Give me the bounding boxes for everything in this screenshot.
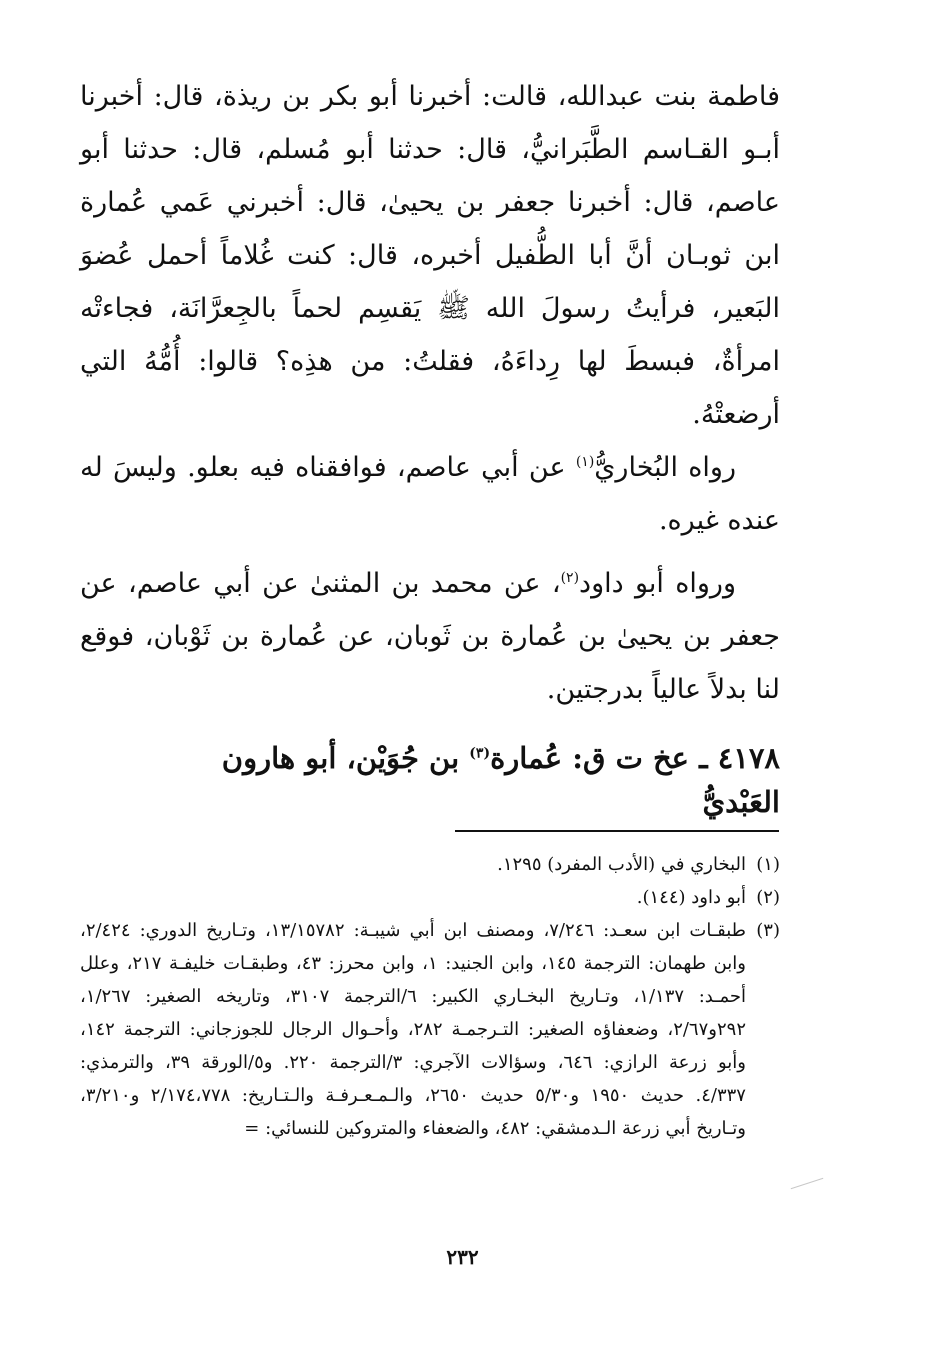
footnote-number: (٢): [756, 887, 780, 908]
entry-heading-start: ٤١٧٨ ـ عخ ت ق: عُمارة: [490, 741, 780, 775]
main-text-block: [80, 70, 780, 716]
paragraph-abu-dawud-end: ، عن محمد بن المثنىٰ عن أبي عاصم، عن جعفر بن يحيىٰ بن عُمارة بن ثَوبان، عن عُمارة بن ثَوْبان، فوقع لنا بدلاً عالياً بدرجتين.: [80, 568, 780, 705]
footnote-number: (٣): [756, 920, 780, 941]
footnote-text: البخاري في (الأدب المفرد) ١٢٩٥.: [497, 854, 746, 875]
footnote-text: طبقـات ابن سعـد: ٧/٢٤٦، ومصنف ابن أبي شيبـة: ١٣/١٥٧٨٢، وتـاريخ الدوري: ٢/٤٢٤، وابن طهمان: الترجمة ١٤٥، وابن الجنيد: ١، وابن محرز: ٤٣، وطبقـات خليفـة ٢١٧، وعلل أحمـد: ١/١٣٧، وتـاريخ البخـاري الكبير: ٦/الترجمة ٣١٠٧، وتاريخه الصغير: ١/٢٦٧، ٢٩٢و٢/٦٧، وضعفاؤه الصغير: التـرجمـة ٢٨٢، وأحـوال الرجال للجوزجاني: الترجمة ١٤٢، وأبو زرعة الرازي: ٦٤٦، وسؤالات الآجري: ٣/الترجمة ٢٢٠. و٥/الورقة ٣٩، والترمذي: ٤/٣٣٧. حديث ١٩٥٠ و٥/٣٠ حديث ٢٦٥٠، والـمـعـرفـة والـتـاريخ: ٢/١٧٤،٧٧٨ و٣/٢١٠، وتـاريخ أبي زرعة الـدمشقي: ٤٨٢، والضعفاء والمتروكين للنسائي: =: [80, 920, 747, 1139]
paragraph-bukhari-start: رواه البُخاريُّ: [594, 452, 736, 483]
paragraph-hadith: فاطمة بنت عبدالله، قالت: أخبرنا أبو بكر بن ريذة، قال: أخبرنا أبـو القـاسم الطَّبَرانيُّ، قال: حدثنا أبو مُسلم، قال: حدثنا أبو عاصم، قال: أخبرنا جعفر بن يحيىٰ، قال: أخبرني عَمي عُمارة ابن ثوبـان أنَّ أبا الطُّفيل أخبره، قال: كنت غُلاماً أحمل عُضوَ البَعير، فرأيتُ رسولَ الله ﷺ يَقسِم لحماً بالجِعرَّانَة، فجاءتْه امرأةٌ، فبسطَ لها رِداءَهُ، فقلتُ: من هذِه؟ قالوا: أُمُّهُ التي أرضعتْهُ.: [80, 81, 780, 430]
footnote-ref-2: (٢): [560, 570, 580, 586]
page-number: ٢٣٢: [446, 1245, 479, 1269]
paragraph-bukhari: [80, 441, 780, 547]
footnote-3: [80, 914, 780, 1145]
footnotes: [80, 848, 780, 1145]
footnote-ref-3: (٣): [469, 745, 491, 762]
paragraph-abu-dawud-start: ورواه أبو داود: [579, 568, 736, 599]
entry-heading-end: بن جُوَيْن، أبو هارون العَبْديُّ: [221, 741, 780, 819]
entry-heading: [200, 736, 780, 824]
footnote-2: [80, 881, 780, 914]
footnote-number: (١): [756, 854, 780, 875]
footnote-1: [80, 848, 780, 881]
footnote-ref-1: (١): [575, 454, 595, 470]
paragraph-bukhari-end: عن أبي عاصم، فوافقناه فيه بعلو. وليسَ له عنده غيره.: [80, 452, 780, 536]
paragraph-abu-dawud: [80, 557, 780, 716]
footnote-separator: [455, 830, 779, 832]
scan-artifact-line: [791, 1178, 824, 1189]
footnote-text: أبو داود (١٤٤).: [636, 887, 746, 908]
